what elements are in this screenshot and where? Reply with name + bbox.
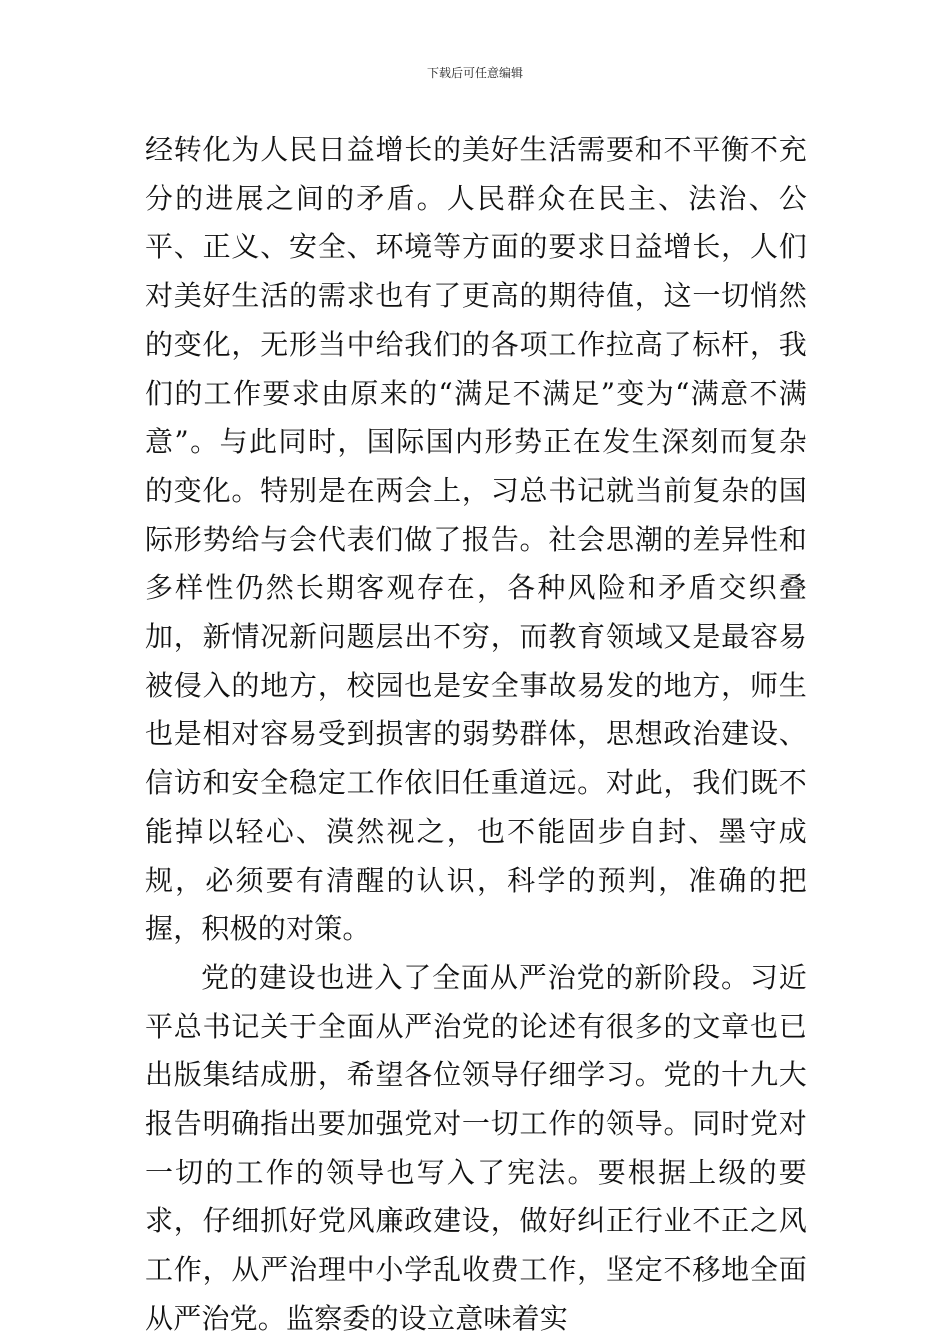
body-paragraph: 党的建设也进入了全面从严治党的新阶段。习近平总书记关于全面从严治党的论述有很多的文章也已出版集结成册，希望各位领导仔细学习。党的十九大报告明确指出要加强党对一切工作的领导。同时党对一切的工作的领导也写入了宪法。要根据上级的要求，仔细抓好党风廉政建设，做好纠正行业不正之风工作，从严治理中小学乱收费工作，坚定不移地全面从严治党。监察委的设立意味着实	[145, 960, 807, 1335]
download-editable-note: 下载后可任意编辑	[426, 66, 523, 80]
body-paragraph: 经转化为人民日益增长的美好生活需要和不平衡不充分的进展之间的矛盾。人民群众在民主、法治、公平、正义、安全、环境等方面的要求日益增长，人们对美好生活的需求也有了更高的期待值，这一切悄然的变化，无形当中给我们的各项工作拉高了标杆，我们的工作要求由原来的“满足不满足”变为“满意不满意”。与此同时，国际国内形势正在发生深刻而复杂的变化。特别是在两会上，习总书记就当前复杂的国际形势给与会代表们做了报告。社会思潮的差异性和多样性仍然长期客观存在，各种风险和矛盾交织叠加，新情况新问题层出不穷，而教育领域又是最容易被侵入的地方，校园也是安全事故易发的地方，师生也是相对容易受到损害的弱势群体，思想政治建设、信访和安全稳定工作依旧任重道远。对此，我们既不能掉以轻心、漠然视之，也不能固步自封、墨守成规，必须要有清醒的认识，科学的预判，准确的把握，积极的对策。	[145, 133, 807, 946]
document-body	[145, 126, 807, 1344]
